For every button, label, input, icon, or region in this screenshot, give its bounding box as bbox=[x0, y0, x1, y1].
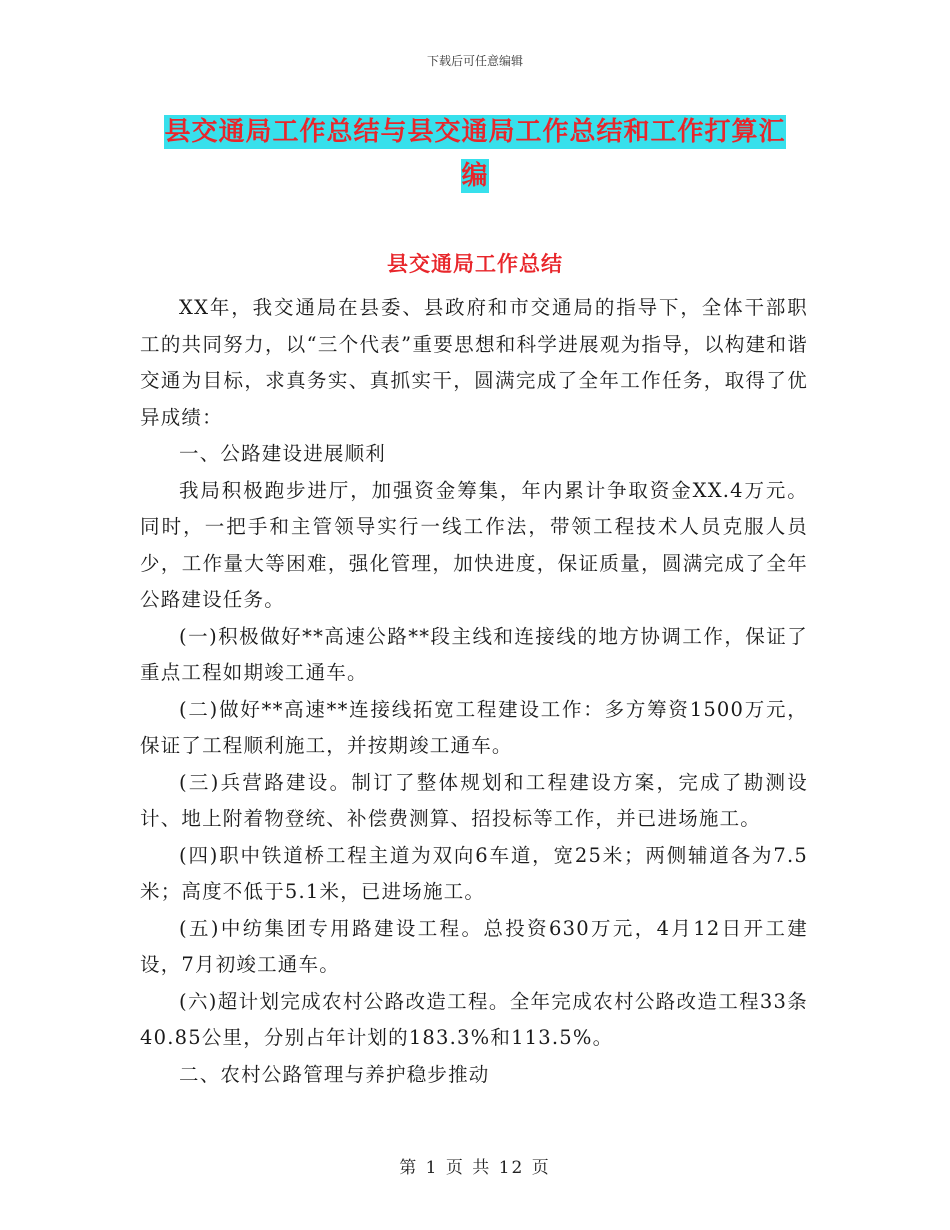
document-title-line-1: 县交通局工作总结与县交通局工作总结和工作打算汇 bbox=[164, 117, 786, 147]
paragraph-item-6: (六)超计划完成农村公路改造工程。全年完成农村公路改造工程33条40.85公里，分别占年计划的183.3%和113.5%。 bbox=[140, 989, 808, 1049]
document-body bbox=[140, 290, 808, 1093]
section-title: 县交通局工作总结 bbox=[387, 252, 563, 276]
paragraph-funding: 我局积极跑步进厅，加强资金筹集，年内累计争取资金XX.4万元。同时，一把手和主管领导实行一线工作法，带领工程技术人员克服人员少，工作量大等困难，强化管理，加快进度，保证质量，圆满完成了全年公路建设任务。 bbox=[140, 478, 808, 611]
page-footer: 第 1 页 共 12 页 bbox=[399, 1158, 551, 1178]
heading-rural-roads: 二、农村公路管理与养护稳步推动 bbox=[179, 1062, 490, 1086]
document-title bbox=[140, 110, 810, 198]
paragraph-item-1: (一)积极做好**高速公路**段主线和连接线的地方协调工作，保证了重点工程如期竣工通车。 bbox=[140, 624, 808, 684]
heading-road-construction: 一、公路建设进展顺利 bbox=[179, 442, 387, 465]
paragraph-item-3: (三)兵营路建设。制订了整体规划和工程建设方案，完成了勘测设计、地上附着物登统、补偿费测算、招投标等工作，并已进场施工。 bbox=[140, 770, 808, 830]
header-note: 下载后可任意编辑 bbox=[426, 54, 523, 68]
paragraph-item-4: (四)职中铁道桥工程主道为双向6车道，宽25米；两侧辅道各为7.5米；高度不低于5.1米，已进场施工。 bbox=[140, 843, 808, 903]
paragraph-intro: XX年，我交通局在县委、县政府和市交通局的指导下，全体干部职工的共同努力，以“三个代表”重要思想和科学进展观为指导，以构建和谐交通为目标，求真务实、真抓实干，圆满完成了全年工作任务，取得了优异成绩： bbox=[140, 296, 808, 429]
paragraph-item-5: (五)中纺集团专用路建设工程。总投资630万元，4月12日开工建设，7月初竣工通车。 bbox=[140, 916, 808, 976]
document-title-line-2: 编 bbox=[461, 161, 489, 191]
paragraph-item-2: (二)做好**高速**连接线拓宽工程建设工作：多方筹资1500万元，保证了工程顺利施工，并按期竣工通车。 bbox=[140, 697, 808, 757]
